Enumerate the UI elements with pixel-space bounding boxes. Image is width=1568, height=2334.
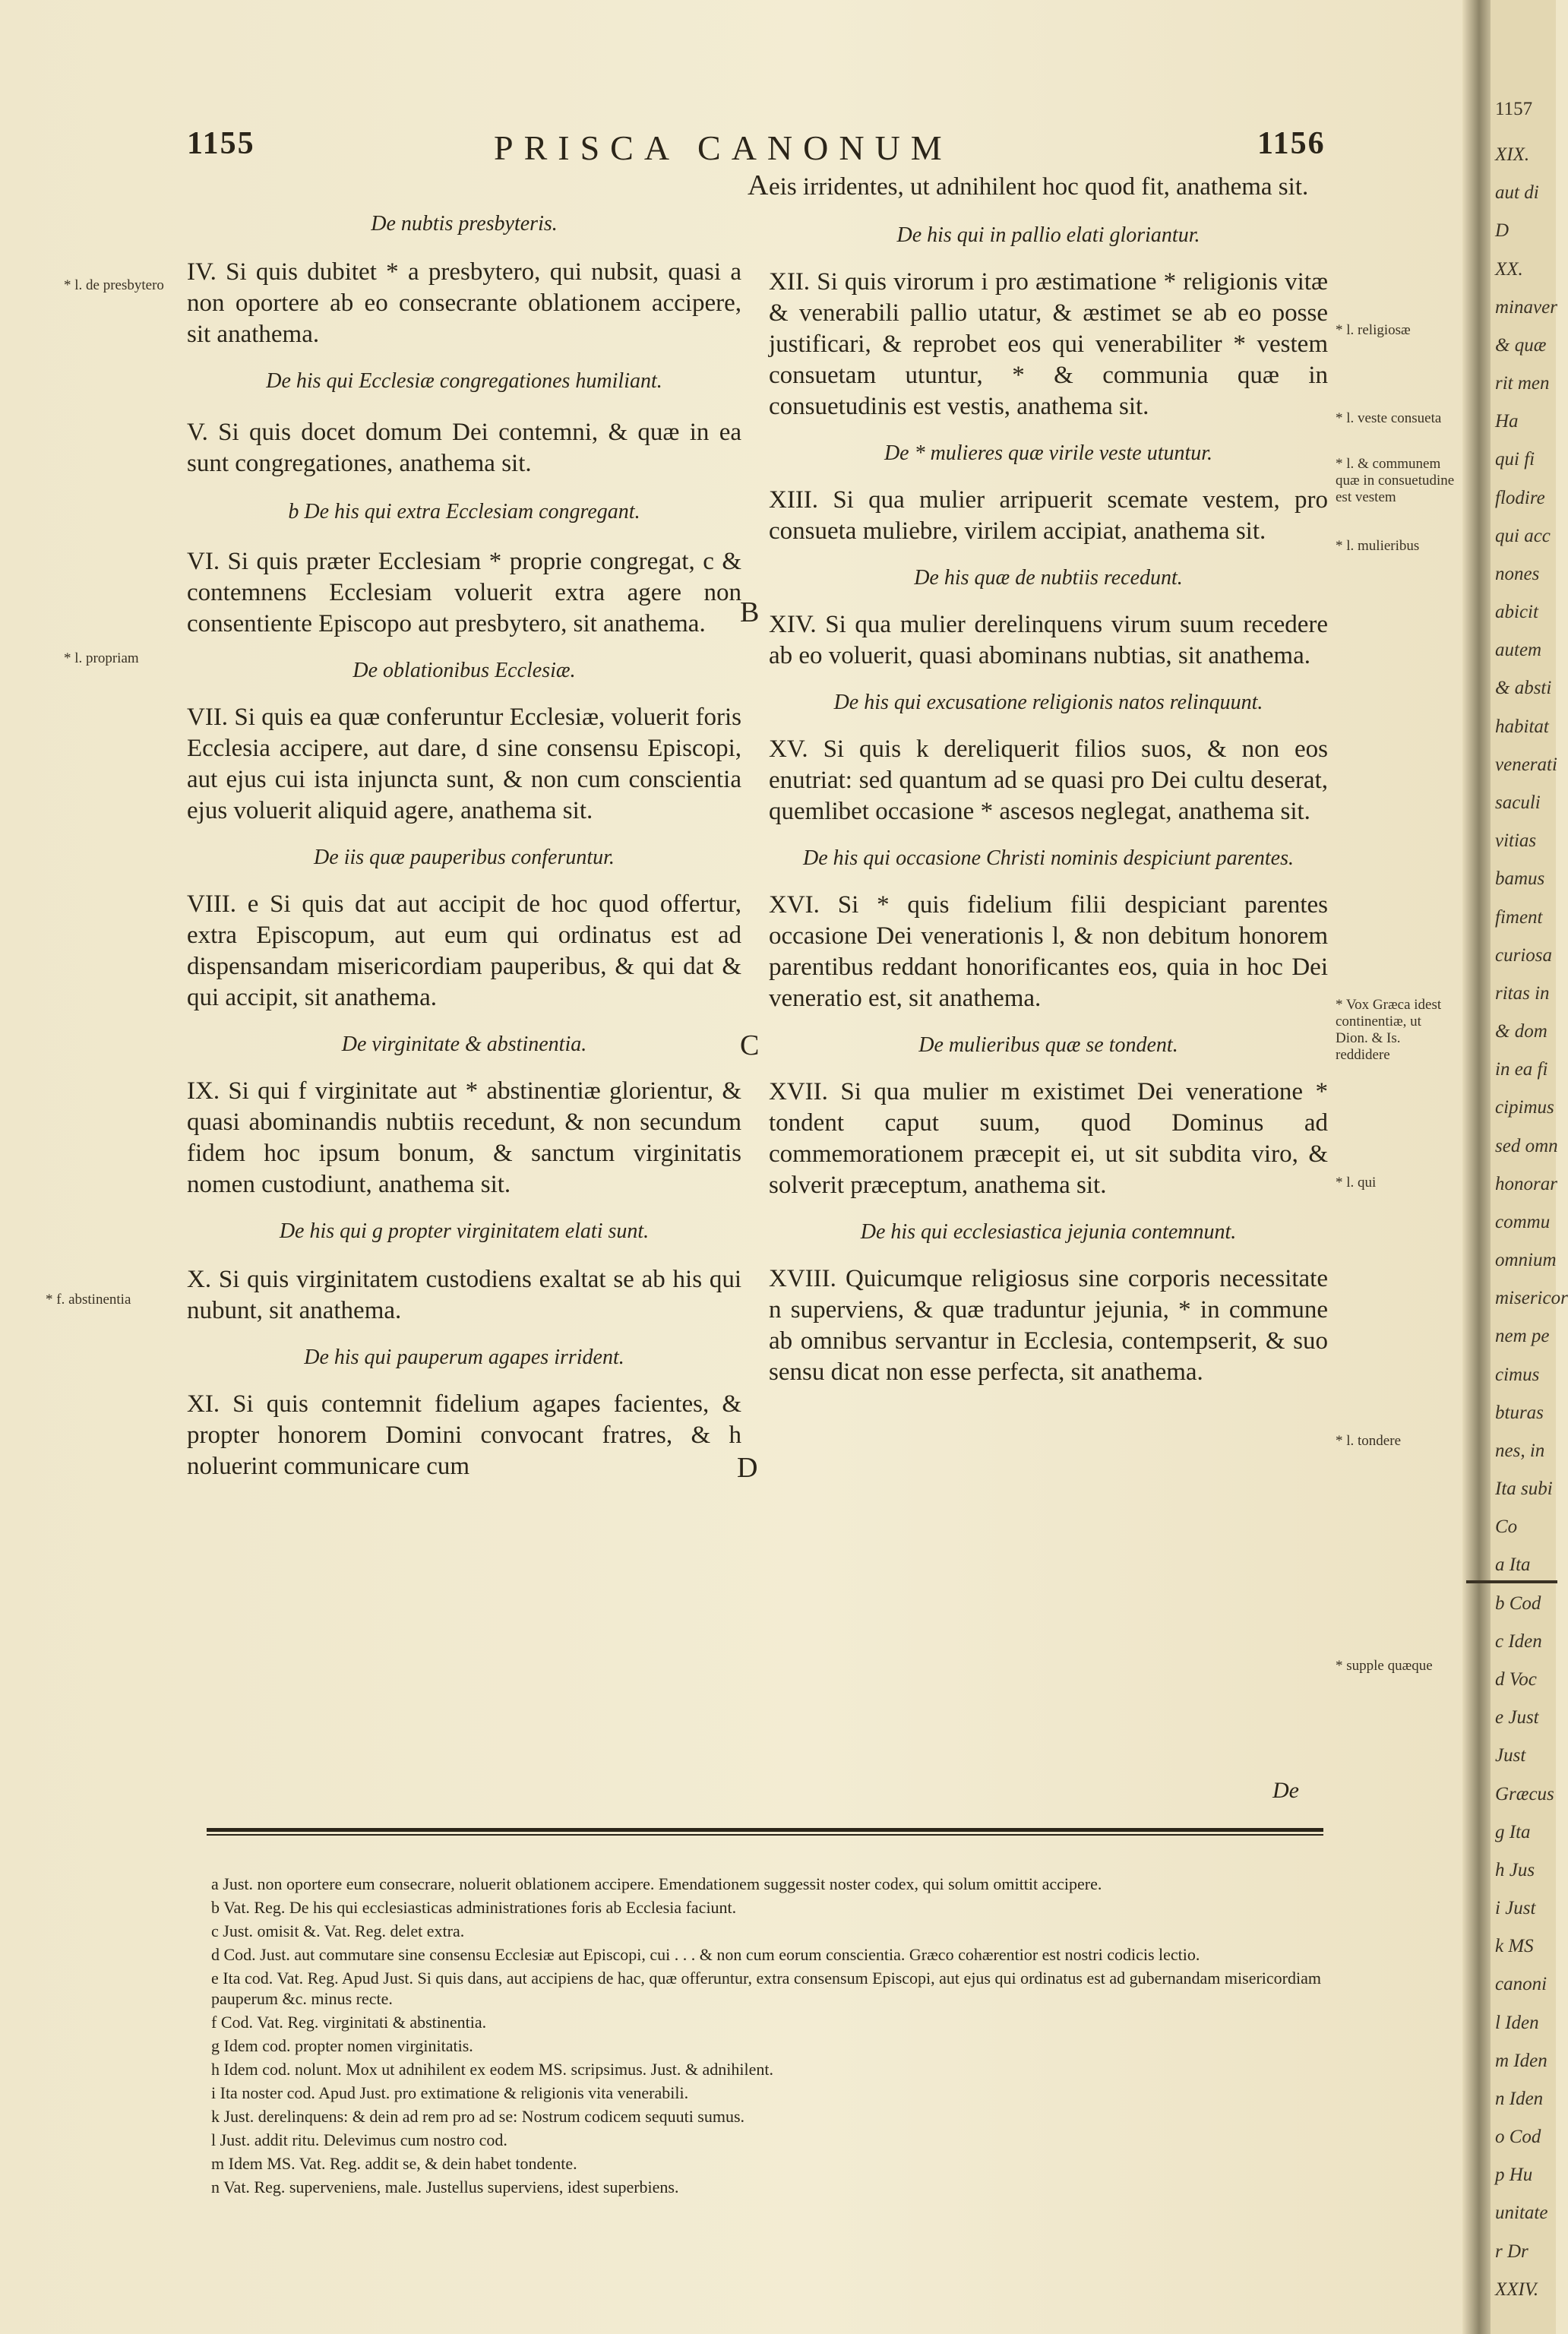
next-page-edge [1491,0,1568,2334]
next-page-fragment: b Cod [1495,1593,1541,1614]
canon-text: VIII. e Si quis dat aut accipit de hoc quod offertur, extra Episcopum, aut eum qui ordinatus est ad dispensandam misericordiam pauperibus, & qui dat & qui accipit, sit anathema. [187,890,741,1011]
next-page-fragment: vitias [1495,830,1537,851]
canon-heading: De his qui ecclesiastica jejunia contemnunt. [860,1220,1237,1244]
canon-heading: b De his qui extra Ecclesiam congregant. [288,500,640,523]
canon-text: VI. Si quis præter Ecclesiam * proprie congregat, c & contemnens Ecclesiam voluerit extra agere non consentiente Episcopo aut presbytero, sit anathema. [187,548,741,637]
next-page-fragment: Just [1495,1745,1526,1766]
next-page-fragment: commu [1495,1212,1551,1232]
next-page-fragment: n Iden [1495,2089,1544,2109]
next-page-fragment: minaver [1495,297,1557,318]
margin-note-right: * l. & communem quæ in consuetudine est vestem [1336,456,1455,505]
canon-heading: De his qui occasione Christi nominis despiciunt parentes. [802,846,1295,870]
canon-text: XVI. Si * quis fidelium filii despiciant parentes occasione Dei venerationis l, & non debitum honorem parentibus reddant honorificantes eos, quia in hoc Dei veneratio est, sit anathema. [769,891,1328,1012]
canon-text: XVIII. Quicumque religiosus sine corporis necessitate n superviens, & quæ traduntur jejunia, * in commune ab omnibus servantur in Ecclesia, contempserit, & suo sensu dicat non esse perfecta, sit anathema. [769,1265,1328,1386]
next-page-fragment: qui fi [1495,449,1535,470]
canon-text: XV. Si quis k dereliquerit filios suos, & non eos enutriat: sed quantum ad se quasi pro Dei cultu deserat, quemlibet occasione * ascesos neglegat, anathema sit. [769,735,1328,825]
next-page-fragment: habitat [1495,716,1549,737]
footnote: c Just. omisit &. Vat. Reg. delet extra. [211,1921,465,1940]
next-page-fragment: e Just [1495,1707,1539,1728]
next-page-fragment: in ea fi [1495,1059,1548,1080]
page-number-right: 1156 [1257,126,1326,161]
canon-text: XII. Si quis virorum i pro æstimatione * religionis vitæ & venerabili pallio utatur, & æstimet se ab eo posse justificari, & reprobet eos qui venerabiliter * vestem consuetam utuntur, * & communia quæ in consuetudinis est vestis, anathema sit. [769,268,1328,420]
catchword: De [1272,1778,1299,1803]
next-page-fragment: & quæ [1495,335,1547,356]
next-page-fragment: ritas in [1495,983,1550,1004]
next-page-fragment: l Iden [1495,2013,1539,2033]
next-page-fragment: & absti [1495,678,1552,698]
footnote: f Cod. Vat. Reg. virginitati & abstinentia. [211,2013,487,2032]
canon-heading: De his qui pauperum agapes irrident. [304,1346,624,1369]
next-page-fragment: bturas [1495,1403,1544,1423]
canon-text: VII. Si quis ea quæ conferuntur Ecclesiæ, voluerit foris Ecclesia accipere, aut dare, d sine consensu Episcopi, aut ejus cui ista injuncta sunt, & non cum conscientia ejus voluerit aliquid agere, anathema sit. [187,704,741,824]
margin-note-right: * l. qui [1336,1175,1377,1191]
footnote: b Vat. Reg. De his qui ecclesiasticas administrationes foris ab Ecclesia faciunt. [211,1898,737,1917]
margin-note-right: * l. tondere [1336,1433,1402,1449]
canon-text: IX. Si qui f virginitate aut * abstinentiæ glorientur, & quasi abominandis nubtiis recedunt, & non secundum fidem hoc ipsum bonum, & sanctum virginitatis nomen custodiunt, anathema sit. [187,1077,741,1198]
canon-heading: De his qui in pallio elati gloriantur. [896,223,1200,247]
next-page-fragment: & dom [1495,1021,1547,1042]
footnote-rule [207,1828,1323,1832]
canon-text: V. Si quis docet domum Dei contemni, & quæ in ea sunt congregationes, anathema sit. [187,419,741,477]
footnote: m Idem MS. Vat. Reg. addit se, & dein habet tondente. [211,2154,577,2173]
next-page-fragment: m Iden [1495,2051,1547,2071]
next-page-fragment: autem [1495,640,1542,660]
book-gutter [1462,0,1493,2334]
next-page-fragment: o Cod [1495,2127,1541,2147]
margin-note-left: * l. propriam [64,650,139,666]
margin-note-right: * l. veste consueta [1336,410,1442,426]
footnote: i Ita noster cod. Apud Just. pro extimatione & religionis vita venerabili. [211,2083,689,2102]
canon-text: XIV. Si qua mulier derelinquens virum suum recedere ab eo voluerit, quasi abominans nubtias, sit anathema. [769,611,1328,669]
next-page-fragment: i Just [1495,1898,1536,1918]
margin-note-left: * l. de presbytero [64,277,164,293]
footnote: k Just. derelinquens: & dein ad rem pro ad se: Nostrum codicem sequuti sumus. [211,2107,745,2126]
page-number-left: 1155 [187,126,255,161]
next-page-fragment: g Ita [1495,1822,1531,1842]
section-letter-d: D [737,1452,758,1484]
next-page-fragment: r Dr [1495,2241,1528,2262]
right-text-column [769,172,1328,1388]
next-page-fragment: c Iden [1495,1631,1542,1652]
next-page-fragment: Ita subi [1495,1479,1553,1499]
next-page-rule [1466,1580,1557,1583]
next-page-fragment: sed omn [1495,1136,1558,1156]
canon-heading: De his qui g propter virginitatem elati sunt. [279,1219,650,1243]
next-page-fragment: fiment [1495,907,1543,928]
next-page-fragment: bamus [1495,868,1545,889]
next-page-fragment: qui acc [1495,526,1551,546]
next-page-fragment: flodire [1495,488,1545,508]
section-letter-c: C [740,1029,760,1061]
next-page-fragment: saculi [1495,792,1541,813]
next-page-fragment: omnium [1495,1250,1557,1270]
canon-heading: De oblationibus Ecclesiæ. [352,659,576,682]
next-page-fragment: p Hu [1495,2165,1533,2185]
next-page-fragment: misericor [1495,1288,1568,1308]
canon-heading: De his qui excusatione religionis natos relinquunt. [833,691,1263,714]
footnote: d Cod. Just. aut commutare sine consensu Ecclesiæ aut Episcopi, cui . . . & non cum eorum conscientia. Græco cohærentior est nostri codicis lectio. [211,1945,1200,1964]
margin-note-right: * l. mulieribus [1336,538,1420,554]
footnote: e Ita cod. Vat. Reg. Apud Just. Si quis dans, aut accipiens de hac, quæ offeruntur, extra consensum Episcopi, aut ejus qui ordinatus est ad gubernandam misericordiam pauperum &c. minus recte. [211,1969,1321,2008]
next-page-fragment: aut di [1495,182,1539,203]
next-page-fragment: Ha [1495,411,1519,432]
next-page-fragment: curiosa [1495,945,1552,966]
next-page-fragment: canoni [1495,1974,1547,1994]
margin-note-left: * f. abstinentia [46,1292,131,1308]
running-title: PRISCA CANONUM [494,128,953,167]
canon-text: IV. Si quis dubitet * a presbytero, qui nubsit, quasi a non oportere ab eo consecrante oblationem accipere, sit anathema. [187,258,741,348]
canon-text: XIII. Si qua mulier arripuerit scemate vestem, pro consueta muliebre, virilem accipiat, anathema sit. [769,486,1328,545]
next-page-fragment: Græcus [1495,1784,1554,1804]
footnote-rule-thin [207,1834,1323,1836]
next-page-fragment: D [1495,220,1510,241]
canon-text: X. Si quis virginitatem custodiens exaltat se ab his qui nubunt, sit anathema. [187,1266,741,1324]
section-letter-a: A [748,169,769,201]
next-page-fragment: nones [1495,564,1540,584]
canon-heading: De mulieribus quæ se tondent. [918,1033,1178,1057]
canon-heading: De virginitate & abstinentia. [341,1033,587,1056]
next-page-fragment: a Ita [1495,1554,1531,1575]
canon-text: XI. Si quis contemnit fidelium agapes facientes, & propter honorem Domini convocant fratres, & h noluerint communicare cum [187,1390,741,1480]
footnote: l Just. addit ritu. Delevimus cum nostro cod. [211,2130,507,2149]
next-page-fragment: XIX. [1495,144,1530,165]
footnote: a Just. non oportere eum consecrare, noluerit oblationem accipere. Emendationem suggessit noster codex, qui solum omittit accipere. [211,1874,1102,1893]
next-page-fragment: XXIV. [1495,2279,1539,2300]
next-page-fragment: XX. [1495,259,1523,280]
canon-text: eis irridentes, ut adnihilent hoc quod fit, anathema sit. [769,173,1309,201]
next-page-fragment: Co [1495,1516,1518,1537]
canon-heading: De iis quæ pauperibus conferuntur. [314,846,615,869]
canon-heading: De * mulieres quæ virile veste utuntur. [884,441,1213,465]
next-page-fragment: cipimus [1495,1097,1554,1118]
canon-heading: De his quæ de nubtiis recedunt. [914,566,1183,590]
next-page-number: 1157 [1495,99,1533,119]
footnote: n Vat. Reg. superveniens, male. Justellus superviens, idest superbiens. [211,2177,679,2196]
footnotes [211,1874,1336,2197]
next-page-fragment: rit men [1495,373,1550,394]
margin-note-right: * supple quæque [1336,1658,1433,1674]
footnote: g Idem cod. propter nomen virginitatis. [211,2036,473,2055]
next-page-fragment: d Voc [1495,1669,1537,1690]
margin-note-right: * Vox Græca idest continentiæ, ut Dion. & Is. reddidere [1336,997,1442,1063]
next-page-fragment: cimus [1495,1365,1540,1385]
left-text-column [187,210,741,1482]
next-page-fragment: honorar [1495,1174,1557,1194]
canon-heading: De his qui Ecclesiæ congregationes humiliant. [266,369,662,393]
canon-heading: De nubtis presbyteris. [371,212,558,236]
margin-note-right: * l. religiosæ [1336,322,1411,338]
next-page-fragment: unitate [1495,2203,1548,2223]
section-letter-b: B [740,596,760,628]
next-page-fragment: venerati [1495,754,1557,775]
next-page-fragment: h Jus [1495,1860,1535,1880]
canon-text: XVII. Si qua mulier m existimet Dei veneratione * tondent caput suum, quod Dominus ad commemorationem præcepit ei, ut sit subdita viro, & solverit præceptum, anathema sit. [769,1078,1328,1199]
next-page-fragment: k MS [1495,1936,1534,1956]
next-page-fragment: nes, in [1495,1441,1545,1461]
next-page-fragment: nem pe [1495,1326,1550,1346]
next-page-fragment: abicit [1495,602,1538,622]
footnote: h Idem cod. nolunt. Mox ut adnihilent ex eodem MS. scripsimus. Just. & adnihilent. [211,2060,773,2079]
